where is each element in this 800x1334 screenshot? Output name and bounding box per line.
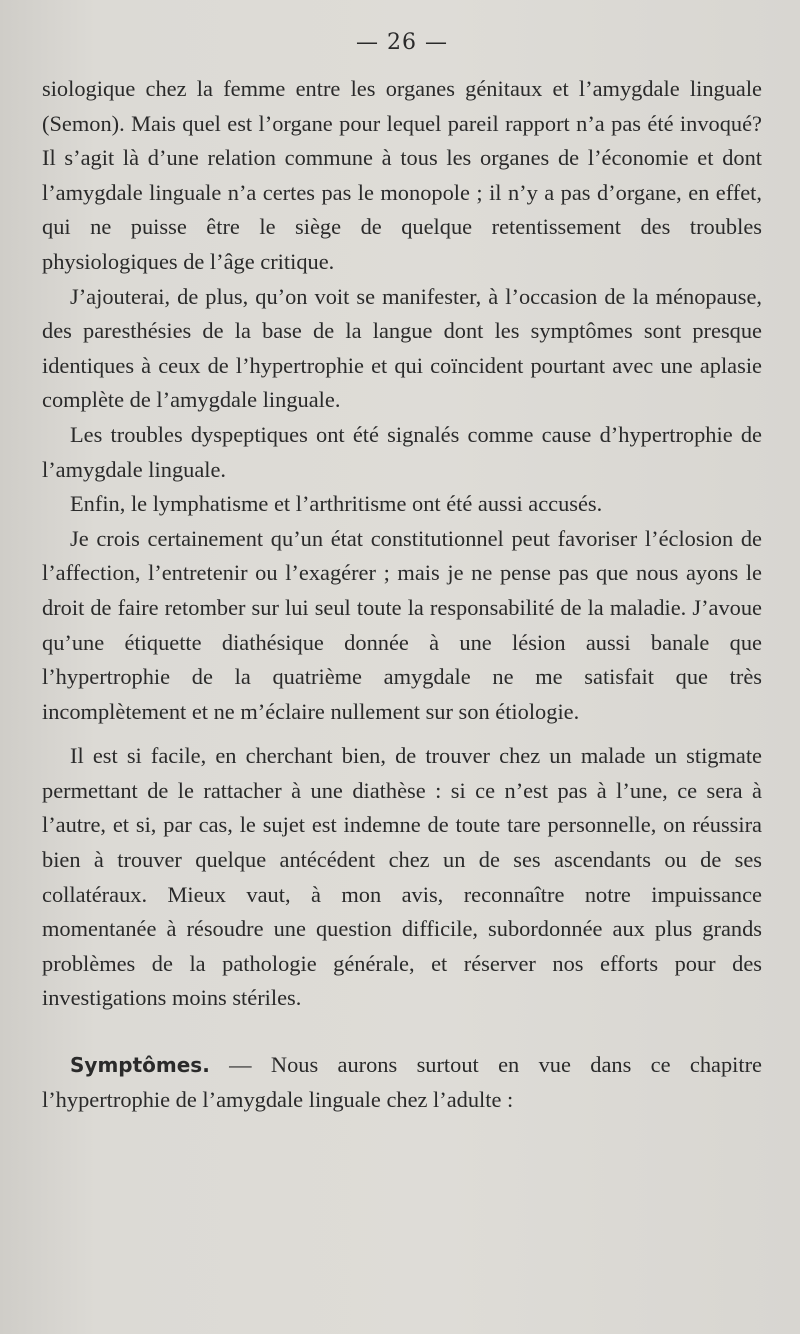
paragraph-constitution: Je crois certainement qu’un état constitutionnel peut favoriser l’éclosion de l’affection, l’entretenir ou l’exagérer ; mais je ne pense pas que nous ayons le droit de faire retomber sur lui seul toute la responsabilité de la maladie. J’avoue qu’une étiquette diathésique donnée à une lésion aussi banale que l’hypertrophie de la quatrième amygdale ne me satisfait que très incomplètement et ne m’éclaire nullement sur son étiologie.: [42, 525, 762, 724]
page-number: — 26 —: [356, 30, 448, 55]
paragraph-menopause: J’ajouterai, de plus, qu’on voit se manifester, à l’occasion de la ménopause, des paresthésies de la base de la langue dont les symptômes sont presque identiques à ceux de l’hypertrophie et qui coïncident pourtant avec une aplasie complète de l’amygdale linguale.: [42, 283, 762, 413]
paragraph-diathesis: Il est si facile, en cherchant bien, de trouver chez un malade un stigmate permettant de le rattacher à une diathèse : si ce n’est pas à l’une, ce sera à l’autre, et si, par cas, le sujet est indemne de toute tare personnelle, on réussira bien à trouver quelque antécédent chez un de ses ascendants ou de ses collatéraux. Mieux vaut, à mon avis, reconnaître notre impuissance momentanée à résoudre une question difficile, subordonnée aux plus grands problèmes de la pathologie générale, et réserver nos efforts pour des investigations moins stériles.: [42, 743, 762, 1011]
section-text: — Nous aurons surtout en vue dans ce chapitre l’hypertrophie de l’amygdale linguale chez l’adulte :: [42, 1052, 762, 1112]
paragraph-dyspeptic: Les troubles dyspeptiques ont été signalés comme cause d’hypertrophie de l’amygdale linguale.: [42, 421, 762, 482]
section-heading: Symptômes.: [70, 1053, 210, 1078]
paragraph-lymphatism: Enfin, le lymphatisme et l’arthritisme ont été aussi accusés.: [70, 491, 603, 517]
paragraph-continuation: siologique chez la femme entre les organes génitaux et l’amygdale linguale (Semon). Mais quel est l’organe pour lequel pareil rapport n’a pas été invoqué? Il s’agit là d’une relation commune à tous les organes de l’économie et dont l’amygdale linguale n’a certes pas le monopole ; il n’y a pas d’organe, en effet, qui ne puisse être le siège de quelque retentissement des troubles physiologiques de l’âge critique.: [42, 76, 762, 274]
paragraph-symptoms: [42, 1048, 762, 1117]
